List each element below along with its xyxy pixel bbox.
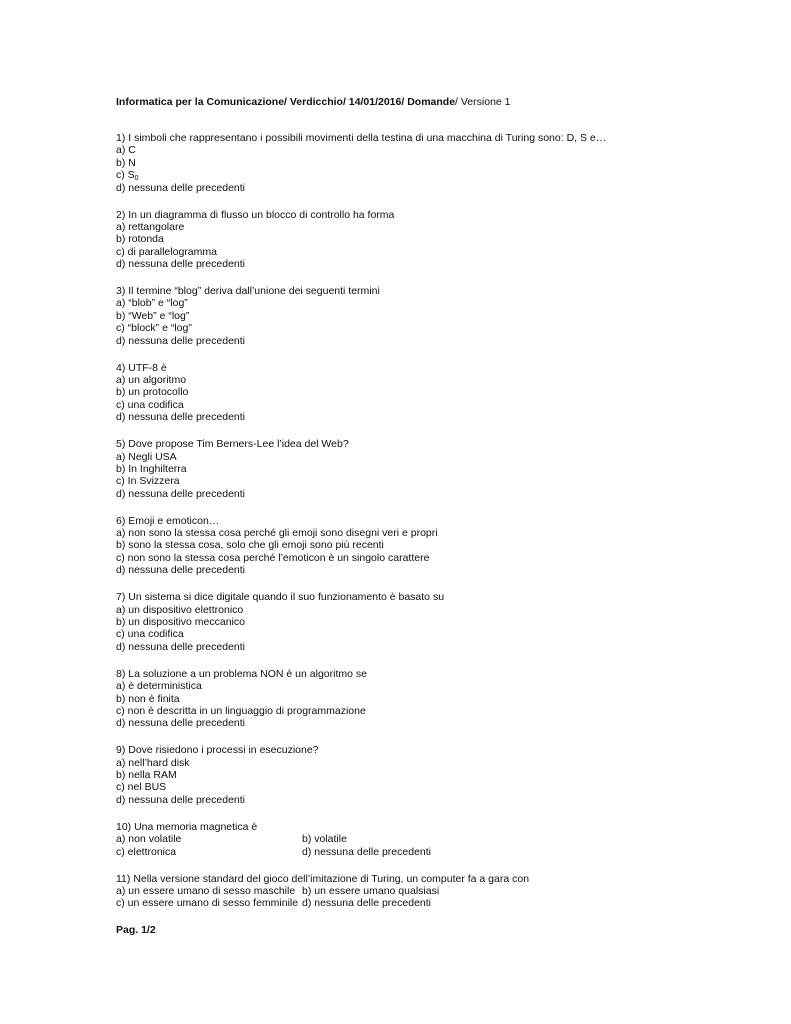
option-c: c) “block” e “log” xyxy=(116,322,192,335)
option-d: d) nessuna delle precedenti xyxy=(116,258,246,271)
option-d: d) nessuna delle precedenti xyxy=(116,487,246,500)
subscript-zero: 0 xyxy=(134,175,139,183)
option-b: b) “Web” e “log” xyxy=(116,309,190,322)
question-7 xyxy=(116,591,736,653)
question-6 xyxy=(116,515,736,577)
option-a: a) non sono la stessa cosa perché gli emoji sono disegni veri e propri xyxy=(116,527,438,540)
option-b: b) un dispositivo meccanico xyxy=(116,616,245,628)
option-b: b) N xyxy=(116,156,136,169)
option-d: d) nessuna delle precedenti xyxy=(302,845,432,858)
option-d: d) nessuna delle precedenti xyxy=(116,640,246,653)
question-text: 3) Il termine “blog” deriva dall’unione dei seguenti termini xyxy=(116,285,380,298)
option-b: b) sono la stessa cosa, solo che gli emoji sono più recenti xyxy=(116,539,384,552)
option-c: c) non sono la stessa cosa perché l’emoticon è un singolo carattere xyxy=(116,551,430,564)
option-b: b) nella RAM xyxy=(116,769,177,782)
question-2 xyxy=(116,209,736,271)
document-page xyxy=(116,90,736,936)
options-grid xyxy=(116,833,736,858)
question-1 xyxy=(116,132,736,194)
question-text: 4) UTF-8 è xyxy=(116,361,167,374)
question-text: 10) Una memoria magnetica è xyxy=(116,820,258,833)
option-c xyxy=(116,169,736,181)
option-d: d) nessuna delle precedenti xyxy=(116,334,246,347)
option-a: a) “blob” e “log” xyxy=(116,297,188,310)
question-8 xyxy=(116,668,736,730)
option-b: b) un protocollo xyxy=(116,386,189,399)
header-version: / Versione 1 xyxy=(455,96,511,108)
option-a: a) rettangolare xyxy=(116,220,185,233)
question-text: 8) La soluzione a un problema NON è un algoritmo se xyxy=(116,667,367,680)
question-4 xyxy=(116,362,736,424)
option-a: a) nell’hard disk xyxy=(116,756,190,769)
question-text: 7) Un sistema si dice digitale quando il suo funzionamento è basato su xyxy=(116,591,445,604)
option-c: c) In Svizzera xyxy=(116,475,180,488)
question-11 xyxy=(116,873,736,910)
options-grid xyxy=(116,885,736,910)
question-3 xyxy=(116,285,736,347)
header-title: Informatica per la Comunicazione/ Verdicchio/ 14/01/2016/ Domande xyxy=(116,96,456,108)
option-a: a) non volatile xyxy=(116,833,182,846)
option-a: a) un essere umano di sesso maschile xyxy=(116,884,296,897)
option-b: b) volatile xyxy=(302,833,347,846)
question-5 xyxy=(116,438,736,500)
option-c: c) un essere umano di sesso femminile xyxy=(116,897,299,910)
option-d: d) nessuna delle precedenti xyxy=(116,181,246,194)
option-d: d) nessuna delle precedenti xyxy=(302,897,432,910)
option-a: a) è deterministica xyxy=(116,680,202,693)
option-d: d) nessuna delle precedenti xyxy=(116,793,246,806)
option-a: a) un dispositivo elettronico xyxy=(116,603,244,616)
option-a: a) Negli USA xyxy=(116,450,177,463)
question-10 xyxy=(116,821,736,858)
question-text: 9) Dove risiedono i processi in esecuzione? xyxy=(116,744,319,757)
question-text: 1) I simboli che rappresentano i possibili movimenti della testina di una macchina di Turing sono: D, S e… xyxy=(116,132,607,144)
page-number: Pag. 1/2 xyxy=(116,923,156,936)
option-c: c) nel BUS xyxy=(116,781,167,794)
option-c: c) una codifica xyxy=(116,398,184,411)
option-c: c) elettronica xyxy=(116,845,177,858)
option-d: d) nessuna delle precedenti xyxy=(116,717,246,730)
option-b: b) rotonda xyxy=(116,233,164,246)
option-c: c) una codifica xyxy=(116,628,184,641)
question-text: 11) Nella versione standard del gioco dell’imitazione di Turing, un computer fa a gara con xyxy=(116,872,530,885)
option-b: b) un essere umano qualsiasi xyxy=(302,884,440,897)
question-text: 5) Dove propose Tim Berners-Lee l’idea del Web? xyxy=(116,438,349,451)
document-header xyxy=(116,95,736,109)
question-9 xyxy=(116,744,736,806)
option-c-text: c) S xyxy=(116,169,135,182)
question-text: 6) Emoji e emoticon… xyxy=(116,514,220,527)
option-d: d) nessuna delle precedenti xyxy=(116,564,246,577)
option-a: a) C xyxy=(116,144,136,157)
question-text: 2) In un diagramma di flusso un blocco di controllo ha forma xyxy=(116,208,395,221)
option-c: c) di parallelogramma xyxy=(116,245,217,258)
option-a: a) un algoritmo xyxy=(116,374,187,386)
option-b: b) In Inghilterra xyxy=(116,462,187,475)
option-b: b) non è finita xyxy=(116,692,180,705)
option-c: c) non è descritta in un linguaggio di programmazione xyxy=(116,704,366,717)
option-d: d) nessuna delle precedenti xyxy=(116,411,246,424)
